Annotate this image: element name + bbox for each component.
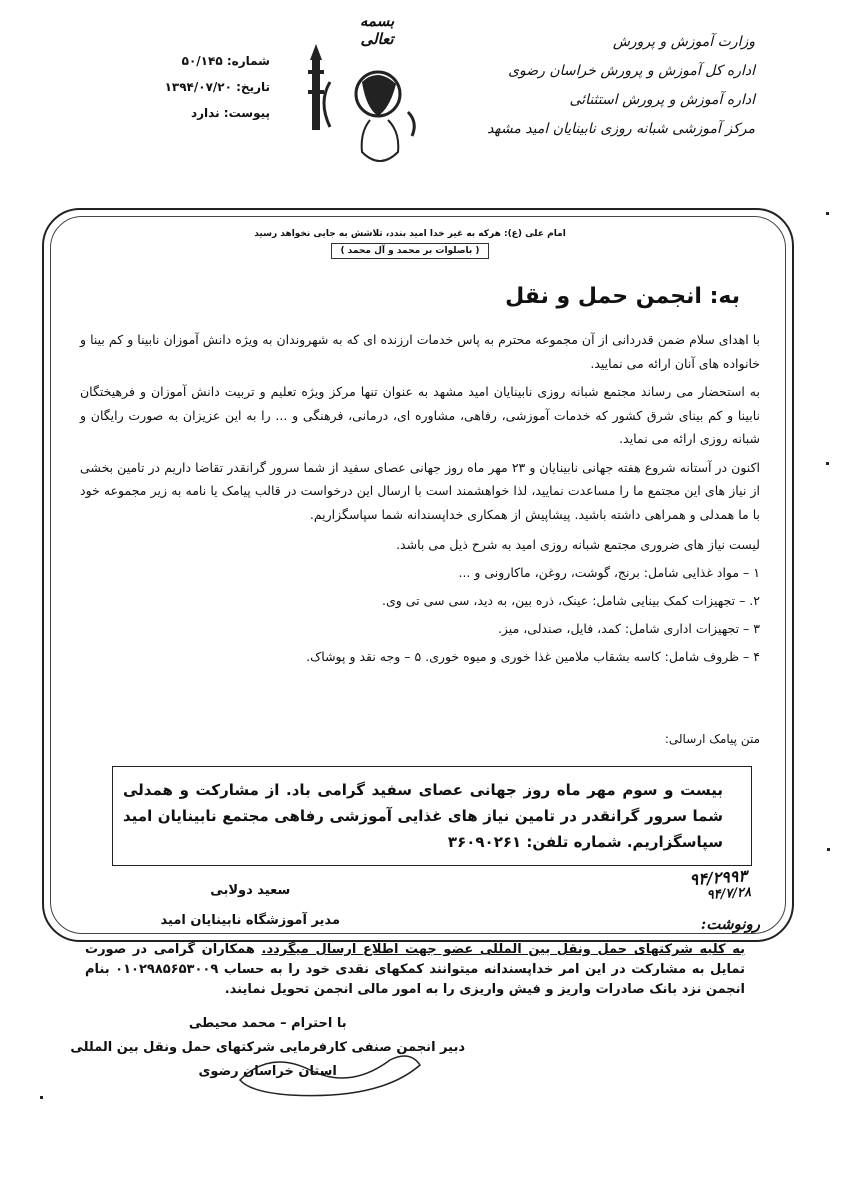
quote-line-1: امام علی (ع): هرکه به غیر خدا امید بندد، تلاشش به جایی نخواهد رسید [254,229,566,239]
list-item: ۱ – مواد غذایی شامل: برنج، گوشت، روغن، ماکارونی و ... [458,565,760,580]
letter-body [80,328,760,671]
sms-text: بیست و سوم مهر ماه روز جهانی عصای سفید گرامی باد. از مشارکت و همدلی شما سرور گرانقدر در تامین نیاز های غذایی آموزشی رفاهی مجتمع نابینایان امید سپاسگزاریم. شماره تلفن: ۳۶۰۹۰۲۶۱ [123,781,723,851]
attachment-label: پیوست: [223,106,270,120]
list-item: ۴ – ظروف شامل: کاسه بشقاب ملامین غذا خوری و میوه خوری. ۵ – وجه نقد و پوشاک. [306,649,760,664]
ministry-name: وزارت آموزش و پرورش [612,34,755,50]
handwritten-signature-icon [230,1040,430,1110]
cc-signer-title: دبیر انجمن صنفی کارفرمایی شرکتهای حمل ونقل بین المللی [70,1040,465,1055]
date-label: تاریخ: [236,80,270,94]
stamp-date: ۹۴/۷/۲۸ [705,884,752,903]
scan-speck [826,212,829,215]
registration-stamp [688,866,751,904]
scan-speck [827,848,830,851]
needs-list [80,531,760,671]
bismillah-text: بسمه تعالی [359,12,395,48]
list-item: ۳ – تجهیزات اداری شامل: کمد، فایل، صندلی، میز. [497,621,760,636]
date-value: ۱۳۹۴/۰۷/۲۰ [164,80,232,94]
sms-box [112,766,752,866]
header-quote [250,226,570,260]
paragraph-2: به استحضار می رساند مجتمع شبانه روزی نابینایان امید مشهد به عنوان تنها مرکز ویژه تعلیم و تربیت دانش آموزان و فرهیختگان نابینا و کم بینای شرق کشور که خدمات آموزشی، رفاهی، مشاوره ای، درمانی، فرهنگی و ... را به این عزیزان به صورت رایگان و شبانه روزی ارائه می نماید. [80,384,760,446]
reference-block [150,48,270,126]
signer-title: مدیر آموزشگاه نابینایان امید [160,913,340,928]
sms-label: متن پیامک ارسالی: [664,732,760,746]
paragraph-3: اکنون در آستانه شروع هفته جهانی نابینایان و ۲۳ مهر ماه روز جهانی عصای سفید از شما سرور گرانقدر تقاضا داریم در تامین بخشی از نیاز های این مجتمع ما را مساعدت نمایید، لذا خواهشمند است با ارسال این درخواست در قالب پیامک یا نامه به زیر مجموعه خود با ما همدلی و همراهی داشته باشید. پیشاپیش از همکاری خداپسندانه شما سپاسگزاریم. [80,459,760,522]
list-item: ۲. – تجهیزات کمک بینایی شامل: عینک، ذره بین، به دید، سی سی تی وی. [381,593,760,608]
signer-name: سعید دولابی [210,883,291,898]
cc-text: همکاران گرامی در صورت تمایل به مشارکت در این امر خداپسندانه میتوانند کمکهای نقدی خود را به حساب ۰۱۰۲۹۸۵۶۵۳۰۰۹ بنام انجمن نزد بانک صادرات واریز و فیش واریزی را به امور مالی انجمن تحویل نمایند. [85,942,745,997]
stamp-number: ۹۴/۲۹۹۳ [688,866,748,890]
center-name: مرکز آموزشی شبانه روزی نابینایان امید مشهد [487,121,755,137]
cc-regards: با احترام – محمد محیطی [188,1016,347,1031]
special-office-name: اداره آموزش و پرورش استثنائی [569,92,755,108]
emblem-logo [300,12,440,172]
signature-block [161,876,340,936]
scan-speck [826,462,829,465]
addressee: به: انجمن حمل و نقل [505,284,740,309]
quote-line-2: ( باصلوات بر محمد و آل محمد ) [331,243,488,259]
copy-label: رونوشت: [700,915,760,933]
letterhead-ministry-block [455,28,755,144]
number-label: شماره: [226,54,270,68]
needs-list-intro: لیست نیاز های ضروری مجتمع شبانه روزی امید به شرح ذیل می باشد. [396,537,760,552]
number-value: ۵۰/۱۴۵ [181,54,223,68]
cc-signer-region: استان خراسان رضوی [198,1064,337,1079]
cc-note [85,940,745,1000]
cc-underlined-text: به کلیه شرکتهای حمل ونقل بین المللی عضو جهت اطلاع ارسال میگردد. [261,942,745,957]
scan-speck [40,1096,43,1099]
paragraph-1: با اهدای سلام ضمن قدردانی از آن مجموعه محترم به پاس خدمات ارزنده ای که به شهروندان به ویژه دانش آموزان نابینا و کم بینا و خانواده های آنان ارائه می نمایید. [80,332,760,371]
general-office-name: اداره کل آموزش و پرورش خراسان رضوی [508,63,755,79]
emblem-icon [300,12,440,172]
attachment-value: ندارد [190,106,220,120]
